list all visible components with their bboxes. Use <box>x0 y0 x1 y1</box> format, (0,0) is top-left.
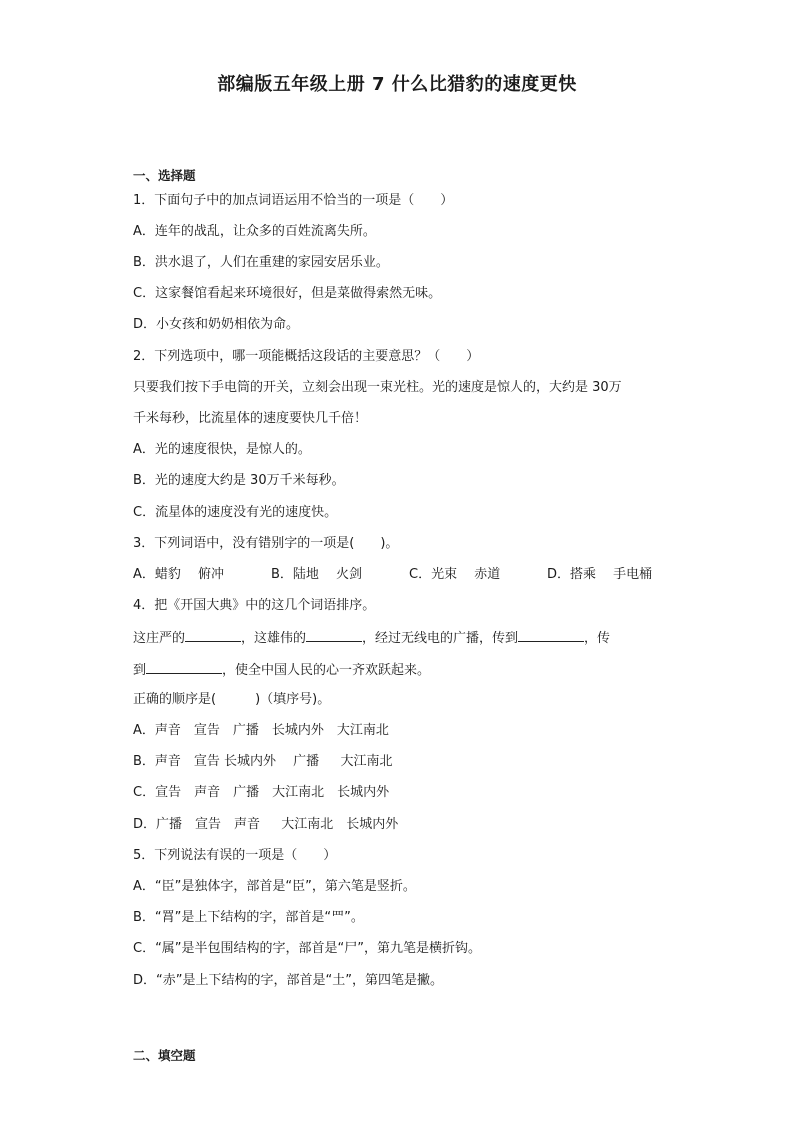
question-4-stem: 4．把《开国大典》中的这几个词语排序。 <box>133 598 376 613</box>
q4-text-3: ，经过无线电的广播，传到 <box>362 631 519 646</box>
blank-2[interactable] <box>306 629 362 642</box>
question-1-option-a: A．连年的战乱，让众多的百姓流离失所。 <box>133 224 376 239</box>
question-4-option-d: D．广播 宣告 声音 大江南北 长城内外 <box>133 817 399 832</box>
question-3-stem: 3．下列词语中，没有错别字的一项是( )。 <box>133 536 399 551</box>
blank-3[interactable] <box>518 629 584 642</box>
question-4-option-c: C．宣告 声音 广播 大江南北 长城内外 <box>133 785 390 800</box>
question-1-option-b: B．洪水退了，人们在重建的家园安居乐业。 <box>133 255 389 270</box>
blank-1[interactable] <box>185 629 241 642</box>
question-1-stem: 1．下面句子中的加点词语运用不恰当的一项是（ ） <box>133 193 454 208</box>
question-3-option-d: D．搭乘 手电桶 <box>547 567 653 582</box>
q4-text-6: ，使全中国人民的心一齐欢跃起来。 <box>222 663 431 678</box>
question-4-order-prompt: 正确的顺序是( )（填序号)。 <box>133 692 331 707</box>
question-1-option-c: C．这家餐馆看起来环境很好，但是菜做得索然无味。 <box>133 286 442 301</box>
section-heading-fill: 二、填空题 <box>133 1048 196 1063</box>
question-2-stem: 2．下列选项中，哪一项能概括这段话的主要意思？（ ） <box>133 349 480 364</box>
question-3-options <box>133 567 652 583</box>
question-2-passage-line-1: 只要我们按下手电筒的开关，立刻会出现一束光柱。光的速度是惊人的，大约是 30万 <box>133 380 622 395</box>
blank-4[interactable] <box>146 661 222 674</box>
section-heading-choice: 一、选择题 <box>133 168 196 183</box>
question-4-sentence-line-2 <box>133 661 430 679</box>
question-4-option-a: A．声音 宣告 广播 长城内外 大江南北 <box>133 723 389 738</box>
question-2-passage-line-2: 千米每秒，比流星体的速度要快几千倍！ <box>133 411 368 426</box>
question-1-option-d: D．小女孩和奶奶相依为命。 <box>133 317 300 332</box>
question-4-sentence-line-1 <box>133 629 610 647</box>
question-2-option-b: B．光的速度大约是 30万千米每秒。 <box>133 473 345 488</box>
question-3-option-b: B．陆地 火剑 <box>271 567 363 582</box>
question-5-option-b: B．“罥”是上下结构的字，部首是“罒”。 <box>133 910 364 925</box>
question-3-option-c: C．光束 赤道 <box>409 567 501 582</box>
question-5-option-a: A．“臣”是独体字，部首是“臣”，第六笔是竖折。 <box>133 879 416 894</box>
question-5-stem: 5．下列说法有误的一项是（ ） <box>133 848 337 863</box>
q4-text-5: 到 <box>133 663 147 678</box>
question-2-option-a: A．光的速度很快，是惊人的。 <box>133 442 311 457</box>
question-5-option-c: C．“属”是半包围结构的字，部首是“尸”，第九笔是横折钩。 <box>133 941 482 956</box>
document-title: 部编版五年级上册 7 什么比猎豹的速度更快 <box>217 74 577 95</box>
question-3-option-a: A．蜡豹 俯冲 <box>133 567 225 582</box>
question-2-option-c: C．流星体的速度没有光的速度快。 <box>133 505 338 520</box>
q4-text-2: ，这雄伟的 <box>241 631 307 646</box>
question-5-option-d: D．“赤”是上下结构的字，部首是“土”，第四笔是撇。 <box>133 973 443 988</box>
q4-text-4: ，传 <box>584 631 611 646</box>
q4-text-1: 这庄严的 <box>133 631 186 646</box>
question-4-option-b: B．声音 宣告 长城内外 广播 大江南北 <box>133 754 393 769</box>
